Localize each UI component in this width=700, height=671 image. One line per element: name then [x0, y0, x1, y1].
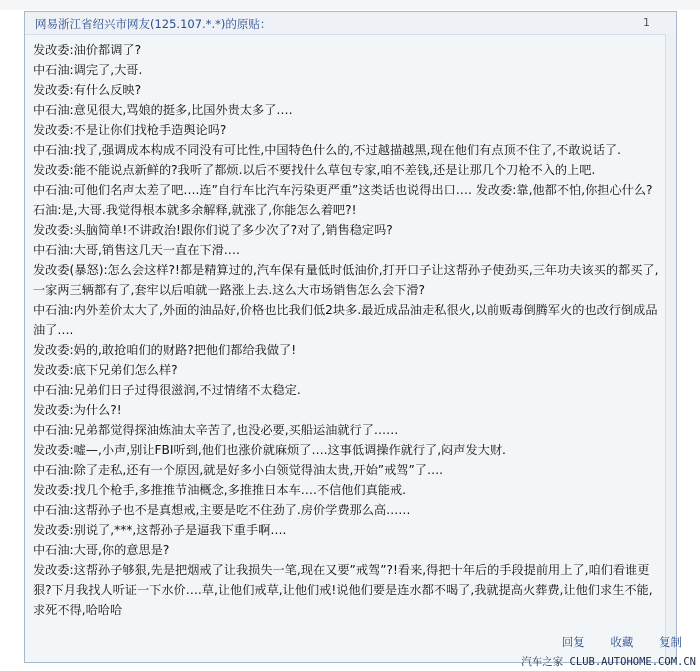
dialogue-line: 发改委:底下兄弟们怎么样? [33, 363, 178, 377]
dialogue-line: 发改委:头脑简单!不讲政治!跟你们说了多少次了?对了,销售稳定吗? [33, 223, 393, 237]
dialogue-line: 中石油:找了,强调成本构成不同没有可比性,中国特色什么的,不过越描越黑,现在他们有点顶不住了,不敢说话了. [33, 143, 621, 157]
dialogue-line: 发改委:不是让你们找枪手造舆论吗? [33, 123, 227, 137]
post-content [33, 40, 661, 620]
dialogue-line: 中石油:大哥,销售这几天一直在下滑…. [33, 243, 240, 257]
dialogue-line: 中石油:兄弟都觉得探油炼油太辛苦了,也没必要,买船运油就行了…… [33, 423, 399, 437]
dialogue-line: 发改委:找几个枪手,多推推节油概念,多推推日本车….不信他们真能戒. [33, 483, 407, 497]
dialogue-line: 发改委:妈的,敢抢咱们的财路?把他们都给我做了! [33, 343, 297, 357]
dialogue-line: 中石油:可他们名声太差了吧….连”自行车比汽车污染更严重”这类话也说得出口…. 发改委:靠,他都不怕,你担心什么? 石油:是,大哥.我觉得根本就多余解释,就涨了,你能怎么着吧?! [33, 183, 653, 217]
scrollbar[interactable] [665, 34, 676, 663]
floor-number: 1 [643, 16, 650, 29]
post-header [25, 12, 676, 35]
site-watermark: 汽车之家 CLUB.AUTOHOME.COM.CN [521, 656, 696, 668]
dialogue-line: 中石油:除了走私,还有一个原因,就是好多小白领觉得油太贵,开始”戒驾”了…. [33, 463, 444, 477]
dialogue-line: 中石油:内外差价太大了,外面的油品好,价格也比我们低2块多.最近成品油走私很火,以前贩毒倒腾军火的也改行倒成品油了…. [33, 303, 658, 337]
top-strip [0, 0, 700, 10]
dialogue-line: 中石油:大哥,你的意思是? [33, 543, 170, 557]
dialogue-line: 发改委(暴怒):怎么会这样?!都是精算过的,汽车保有量低时低油价,打开口子让这帮孙子使劲买,三年功夫该买的都买了,一家两三辆都有了,套牢以后咱就一路涨上去.这么大市场销售怎么会下滑? [33, 263, 659, 297]
favorite-link[interactable]: 收藏 [610, 635, 634, 649]
dialogue-line: 发改委:嘘—,小声,别让FBI听到,他们也涨价就麻烦了….这事低调操作就行了,闷声发大财. [33, 443, 506, 457]
dialogue-line: 中石油:调完了,大哥. [33, 63, 143, 77]
dialogue-line: 发改委:有什么反映? [33, 83, 142, 97]
dialogue-line: 中石油:兄弟们日子过得很滋润,不过情绪不太稳定. [33, 383, 301, 397]
dialogue-line: 中石油:意见很大,骂娘的挺多,比国外贵太多了…. [33, 103, 293, 117]
dialogue-line: 发改委:这帮孙子够狠,先是把烟戒了让我损失一笔,现在又要”戒驾”?!看来,得把十年后的手段提前用上了,咱们看谁更狠?下月我找人听证一下水价….草,让他们戒草,让他们戒!说他们要是连水都不喝了,我就提高火葬费,让他们求生不能,求死不得,哈哈哈 [33, 563, 653, 617]
post-actions [540, 634, 682, 650]
dialogue-line: 发改委:油价都调了? [33, 43, 142, 57]
reply-link[interactable]: 回复 [561, 635, 585, 649]
dialogue-line: 中石油:这帮孙子也不是真想戒,主要是吃不住劲了.房价学费那么高…… [33, 503, 411, 517]
copy-link[interactable]: 复制 [659, 635, 682, 649]
dialogue-line: 发改委:别说了,***,这帮孙子是逼我下重手啊…. [33, 523, 287, 537]
dialogue-line: 发改委:能不能说点新鲜的?我听了都烦.以后不要找什么草包专家,咱不差钱,还是让那几个刀枪不入的上吧. [33, 163, 596, 177]
post-source-title: 网易浙江省绍兴市网友(125.107.*.*)的原贴： [35, 17, 272, 31]
dialogue-line: 发改委:为什么?! [33, 403, 122, 417]
quoted-post [24, 11, 677, 663]
